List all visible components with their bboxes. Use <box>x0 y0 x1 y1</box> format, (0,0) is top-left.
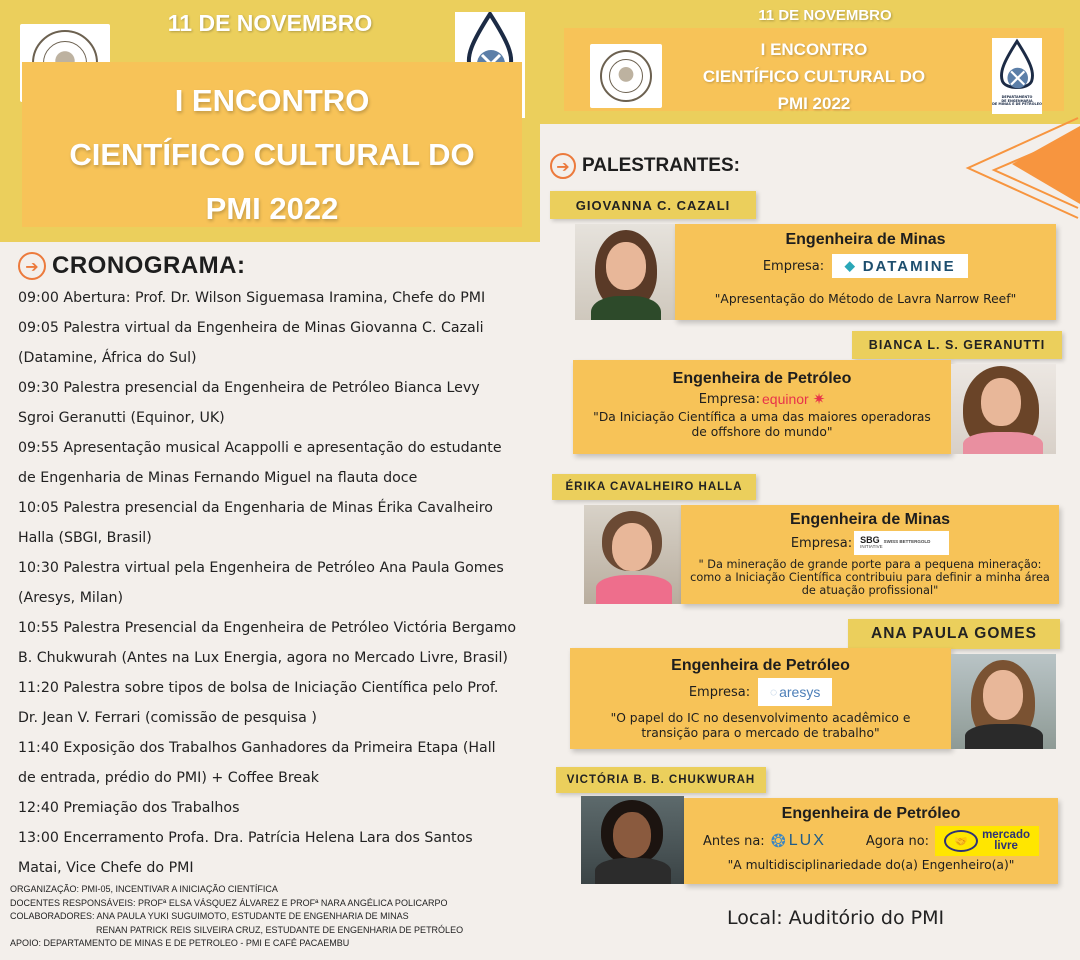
speaker-role: Engenheira de Minas <box>785 231 946 248</box>
cronograma-heading <box>18 252 245 280</box>
speaker-role: Engenheira de Minas <box>789 511 951 528</box>
event-location: Local: Auditório do PMI <box>727 907 945 929</box>
schedule-line: 09:00 Abertura: Prof. Dr. Wilson Siguemasa Iramina, Chefe do PMI <box>18 290 486 306</box>
company-sub2: INITIATIVE <box>860 544 883 550</box>
speaker-name-bianca: BIANCA L. S. GERANUTTI <box>852 331 1062 359</box>
event-date-right: 11 DE NOVEMBRO <box>758 7 892 24</box>
schedule-line: 09:30 Palestra presencial da Engenheira de Petróleo Bianca Levy <box>18 380 480 396</box>
arrow-right-icon: ➔ <box>550 153 576 179</box>
mercado-livre-logo <box>935 826 1039 856</box>
event-date: 11 DE NOVEMBRO <box>167 10 373 36</box>
right-header <box>540 0 1080 124</box>
company-row <box>681 531 1059 555</box>
pmi-department-logo-small <box>992 38 1042 114</box>
company-sub: SWISS BETTERGOLD <box>883 539 931 545</box>
usp-poli-seal-small-icon <box>590 44 662 108</box>
equinor-logo <box>762 390 825 408</box>
dept-caption-small-3: DE MINAS E DE PETRÓLEO <box>992 102 1042 107</box>
event-title-line-1: I ENCONTRO <box>174 83 370 118</box>
company-row <box>675 254 1056 278</box>
credit-apoio: APOIO: DEPARTAMENTO DE MINAS E DE PETROLEO - PMI E CAFÉ PACAEMBU <box>10 938 350 948</box>
lux-logo <box>771 831 826 852</box>
lux-mark-icon: ❂ <box>770 830 786 851</box>
schedule-line: 09:05 Palestra virtual da Engenheira de Minas Giovanna C. Cazali <box>18 320 484 336</box>
dept-caption-small-2: DE ENGENHARIA <box>1001 98 1033 103</box>
company-label: Empresa: <box>698 391 761 407</box>
before-label: Antes na: <box>702 833 765 849</box>
company-row <box>573 390 951 408</box>
speaker-card-victoria <box>684 798 1058 884</box>
company-name: equinor <box>762 391 809 407</box>
company-label: Empresa: <box>762 258 825 274</box>
left-header <box>0 0 540 242</box>
aresys-circle-icon: ◌ <box>769 685 778 699</box>
event-title-box <box>22 62 522 227</box>
speaker-name-ana: ANA PAULA GOMES <box>848 619 1060 649</box>
event-title-line-2: CIENTÍFICO CULTURAL DO <box>69 137 475 172</box>
speaker-photo-ana <box>951 654 1056 749</box>
event-title-right-line-2: CIENTÍFICO CULTURAL DO <box>702 67 926 86</box>
equinor-star-icon: ✷ <box>812 391 826 408</box>
schedule-line: 09:55 Apresentação musical Acappolli e apresentação do estudante <box>18 440 502 456</box>
credit-organizacao: ORGANIZAÇÃO: PMI-05, INCENTIVAR A INICIAÇÃO CIENTÍFICA <box>10 884 278 894</box>
schedule-line: 11:40 Exposição dos Trabalhos Ganhadores da Primeira Etapa (Hall <box>18 740 496 756</box>
company-name: aresys <box>779 684 821 700</box>
speaker-photo-victoria <box>581 796 684 884</box>
now-company-line1: mercado <box>982 828 1030 841</box>
dept-caption-small-1: DEPARTAMENTO <box>1001 95 1033 99</box>
talk-title: "Apresentação do Método de Lavra Narrow Reef" <box>714 292 1017 306</box>
speaker-card-bianca <box>573 360 951 454</box>
company-name: SBG <box>860 535 880 546</box>
before-company: LUX <box>788 832 826 849</box>
schedule-line: B. Chukwurah (Antes na Lux Energia, agora no Mercado Livre, Brasil) <box>18 650 508 666</box>
talk-line: "Da Iniciação Científica a uma das maiores operadoras <box>593 410 931 424</box>
palestrantes-title: PALESTRANTES: <box>582 155 740 176</box>
sbg-logo <box>854 531 949 555</box>
talk-line: de offshore do mundo" <box>691 425 833 439</box>
speaker-role: Engenheira de Petróleo <box>672 370 852 387</box>
datamine-diamond-icon: ◆ <box>844 258 857 273</box>
schedule-line: 13:00 Encerramento Profa. Dra. Patrícia Helena Lara dos Santos <box>18 830 473 846</box>
speaker-photo-erika <box>584 505 681 604</box>
credit-colaboradores-2: RENAN PATRICK REIS SILVEIRA CRUZ, ESTUDANTE DE ENGENHARIA DE PETRÓLEO <box>96 924 464 935</box>
speaker-name-erika: ÉRIKA CAVALHEIRO HALLA <box>552 474 756 500</box>
event-title-right-line-3: PMI 2022 <box>777 94 851 113</box>
palestrantes-heading <box>550 153 740 179</box>
credit-docentes: DOCENTES RESPONSÁVEIS: PROFª ELSA VÁSQUEZ ÁLVAREZ E PROFª NARA ANGÉLICA POLICARPO <box>10 897 448 908</box>
schedule-line: (Aresys, Milan) <box>18 590 124 606</box>
speaker-photo-bianca <box>951 364 1056 454</box>
speaker-card-giovanna <box>675 224 1056 320</box>
schedule-list <box>18 283 533 883</box>
company-row <box>684 826 1058 856</box>
speaker-photo-giovanna <box>575 224 675 320</box>
schedule-line: 11:20 Palestra sobre tipos de bolsa de Iniciação Científica pelo Prof. <box>18 680 499 696</box>
talk-line: "O papel do IC no desenvolvimento acadêmico e <box>610 711 911 725</box>
schedule-line: Halla (SBGI, Brasil) <box>18 530 152 546</box>
company-label: Empresa: <box>688 684 751 700</box>
talk-title: "A multidisciplinariedade do(a) Engenheiro(a)" <box>727 858 1015 872</box>
now-company-line2: livre <box>994 840 1018 852</box>
talk-line: " Da mineração de grande porte para a pequena mineração: <box>698 558 1042 571</box>
schedule-line: de Engenharia de Minas Fernando Miguel na flauta doce <box>18 470 418 486</box>
schedule-line: (Datamine, África do Sul) <box>18 350 197 366</box>
speaker-name-victoria: VICTÓRIA B. B. CHUKWURAH <box>556 767 766 793</box>
schedule-line: 10:55 Palestra Presencial da Engenheira de Petróleo Victória Bergamo <box>18 620 517 636</box>
company-label: Empresa: <box>790 535 853 551</box>
company-name: DATAMINE <box>862 257 956 275</box>
event-title-right-line-1: I ENCONTRO <box>760 40 868 59</box>
credit-colaboradores: COLABORADORES: ANA PAULA YUKI SUGUIMOTO, ESTUDANTE DE ENGENHARIA DE MINAS <box>10 911 409 921</box>
schedule-line: Sgroi Geranutti (Equinor, UK) <box>18 410 225 426</box>
schedule-line: Dr. Jean V. Ferrari (comissão de pesquisa ) <box>18 710 317 726</box>
decorative-chevrons-icon <box>960 112 1080 227</box>
aresys-logo <box>758 678 832 706</box>
schedule-line: 12:40 Premiação dos Trabalhos <box>18 800 240 816</box>
speaker-card-ana <box>570 648 951 749</box>
talk-line: transição para o mercado de trabalho" <box>641 726 880 740</box>
speaker-name-giovanna: GIOVANNA C. CAZALI <box>550 191 756 219</box>
handshake-icon: 🤝 <box>944 830 978 852</box>
datamine-logo <box>832 254 968 278</box>
talk-line: de atuação profissional" <box>801 584 939 597</box>
credits-block <box>10 883 530 951</box>
arrow-right-icon: ➔ <box>18 252 46 280</box>
company-row <box>570 678 951 706</box>
drop-logo-small-icon <box>995 38 1039 96</box>
talk-line: como a Iniciação Científica contribuiu para definir a minha área <box>690 571 1050 584</box>
cronograma-title: CRONOGRAMA: <box>52 252 246 279</box>
now-label: Agora no: <box>865 833 930 849</box>
schedule-line: de entrada, prédio do PMI) + Coffee Break <box>18 770 320 786</box>
speaker-role: Engenheira de Petróleo <box>671 657 850 674</box>
schedule-line: Matai, Vice Chefe do PMI <box>18 860 194 876</box>
speaker-card-erika <box>681 505 1059 604</box>
schedule-line: 10:30 Palestra virtual pela Engenheira de Petróleo Ana Paula Gomes <box>18 560 504 576</box>
schedule-line: 10:05 Palestra presencial da Engenharia de Minas Érika Cavalheiro <box>18 500 493 516</box>
event-title-line-3: PMI 2022 <box>205 191 339 226</box>
speaker-role: Engenheira de Petróleo <box>781 805 961 822</box>
